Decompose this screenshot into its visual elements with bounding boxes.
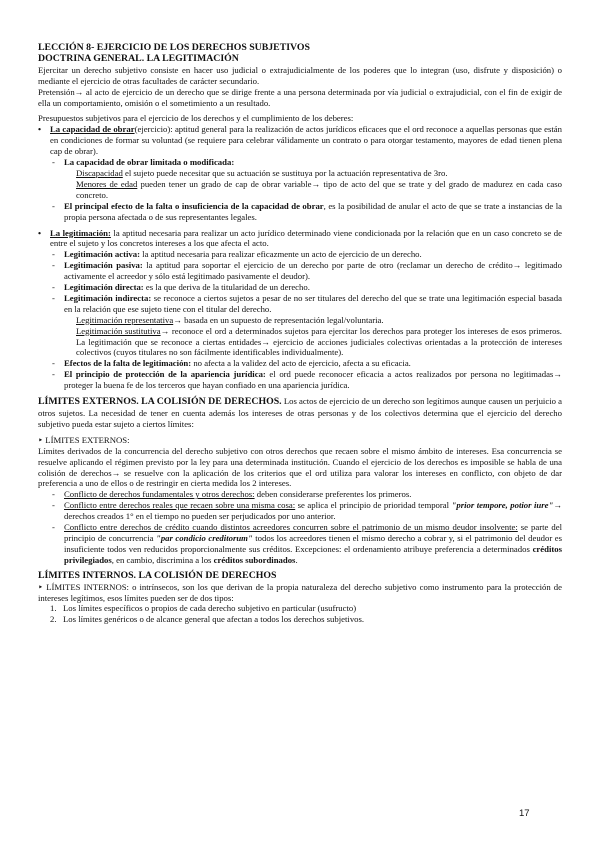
limites-internos-heading: LÍMITES INTERNOS. LA COLISIÓN DE DERECHOS [38, 569, 277, 581]
conflict-3: - Conflicto entre derechos de crédito cuando distintos acreedores concurren sobre el patrimonio de un mismo deudor insolvente: se parte del principio de concurrencia "par condicio creditorum" todos los acreedores tienen el mismo derecho a cobrar y, si el patrimonio del deudor es insuficiente todos ven reducidos proporcionalmente sus créditos. Excepciones: el ordenamiento atribuye preferencia a determinados créditos privilegiados, en cambio, discrimina a los créditos subordinados. [52, 522, 562, 565]
page-number: 17 [519, 808, 530, 819]
intro-paragraph: Ejercitar un derecho subjetivo consiste en hacer uso judicial o extrajudicialmente de los poderes que lo integran (uso, disfrute y disposición) o mediante el ejercicio de otras facultades de carácter secundario. [38, 64, 562, 86]
list-item: 2. Los límites genéricos o de alcance general que afectan a todos los derechos subjetivos. [50, 614, 365, 625]
sub-indirecta: - Legitimación indirecta: se reconoce a ciertos sujetos a pesar de no ser titulares del derecho del que se trate una legitimación especial basada en la relación que ese sujeto tiene con el titular del derecho. [52, 292, 562, 314]
menores-line: Menores de edad pueden tener un grado de cap de obrar variable→ tipo de acto del que se trate y del grado de madurez en cada caso concreto. [76, 178, 563, 200]
sub-activa: - Legitimación activa: la aptitud necesaria para realizar eficazmente un acto de ejercicio de un derecho. [52, 249, 422, 260]
representativa-line: Legitimación representativa→ basada en un supuesto de representación legal/voluntaria. [76, 314, 384, 325]
internos-paragraph: ‣ LÍMITES INTERNOS: o intrínsecos, son los que derivan de la propia naturaleza del derecho subjetivo como instrumento para la protección de intereses legítimos, esos límites pueden ser de dos tipos: [38, 581, 562, 603]
sub-principio: - El principio de protección de la apariencia jurídica: el ord puede reconocer eficacia a actos realizados por persona no legitimadas→ proteger la buena fe de los terceros que hayan confiado en una apariencia jurídica. [52, 369, 562, 391]
sub-pasiva: - Legitimación pasiva: la aptitud para soportar el ejercicio de un derecho por parte de otro (reclamar un derecho de crédito→ legitimado activamente el acreedor y sólo está legitimado pasivamente el deudor). [52, 260, 562, 282]
pretension-paragraph: Pretensión→ al acto de ejercicio de un derecho que se dirige frente a una persona determinada por vía judicial o extrajudicial, con el fin de exigir de ella un comportamiento, omisión o el sometimiento a un resultado. [38, 86, 562, 108]
sustitutiva-line: Legitimación sustitutiva→ reconoce el ord a determinados sujetos para ejercitar los derechos para proteger los intereses de esos primeros. La legitimación que se reconoce a ciertas entidades→ ejercicio de acciones judiciales colectivas orientadas a la protección de intereses colectivos (cuyos titulares no son fácilmente identificables individualmente). [76, 325, 562, 358]
sub-efecto-falta-capacidad: - El principal efecto de la falta o insuficiencia de la capacidad de obrar, es la posibilidad de anular el acto de que se trate a instancias de la propia persona afectada o de sus representantes legales. [52, 200, 562, 222]
triangle-bullet-icon: ‣ [38, 434, 46, 445]
externos-text: Límites derivados de la concurrencia del derecho subjetivo con otros derechos que recaen sobre el mismo ámbito de intereses. Esa concurrencia se resuelve aplicando el régimen previsto por la ley para una determinada institución. Cuando el ejercicio de los derechos es imposible se habla de una colisión de derechos→ se resuelve con la aplicación de los criterios que el ord utiliza para valorar los intereses en conflicto, con objeto de dar preferencia a uno de ellos o de restringir en cierta medida los 2 intereses. [38, 445, 562, 489]
bullet-capacidad: • La capacidad de obrar(ejercicio): aptitud general para la realización de actos jurídicos eficaces que el ord reconoce a aquellas personas que están en condiciones de formar su voluntad (se requiere para celebrar válidamente un contrato o para otorgar testamento, mayores de edad tienen plena cap de obrar). [38, 124, 562, 157]
externos-title: ‣ LÍMITES EXTERNOS: [38, 434, 130, 445]
lesson-title: LECCIÓN 8- EJERCICIO DE LOS DERECHOS SUBJETIVOS [38, 42, 311, 53]
section-title: DOCTRINA GENERAL. LA LEGITIMACIÓN [38, 53, 239, 65]
bullet-dot: • [38, 227, 42, 238]
bullet-dot: • [38, 124, 42, 135]
conflict-2: - Conflicto entre derechos reales que recaen sobre una misma cosa: se aplica el principio de prioridad temporal "prior tempore, potior iure"→ derechos creados 1° en el tiempo no pueden ser perjudicados por uno anterior. [52, 500, 563, 522]
bullet-legitimacion: • La legitimación: la aptitud necesaria para realizar un acto jurídico determinado viene condicionada por la relación que en un caso concreto se de entre el sujeto y los concretos intereses a los que afecta el acto. [38, 227, 562, 249]
conflict-1: - Conflicto de derechos fundamentales y otros derechos: deben considerarse preferentes los primeros. [52, 489, 412, 500]
document-page [38, 42, 562, 625]
list-item: 1. Los límites específicos o propios de cada derecho subjetivo en particular (usufructo) [50, 603, 357, 614]
presupuestos-line: Presupuestos subjetivos para el ejercicio de los derechos y el cumplimiento de los deberes: [38, 113, 354, 124]
sub-directa: - Legitimación directa: es la que deriva de la titularidad de un derecho. [52, 282, 310, 293]
sub-capacidad-limitada: - La capacidad de obrar limitada o modificada: [52, 157, 235, 168]
limites-externos-paragraph: LÍMITES EXTERNOS. LA COLISIÓN DE DERECHOS. Los actos de ejercicio de un derecho son legítimos aunque causen un perjuicio a otros sujetos. La necesidad de tener en cuenta además los intereses de otras personas y de los colectivos determina que el ejercicio del derecho subjetivo pueda estar sujeto a ciertos límites: [38, 396, 562, 429]
discapacidad-line: Discapacidad el sujeto puede necesitar que su actuación se sustituya por la actuación representativa de 3ro. [76, 167, 448, 178]
sub-efectos: - Efectos de la falta de legitimación: no afecta a la validez del acto de ejercicio, afecta a su eficacia. [52, 358, 411, 369]
triangle-bullet-icon: ‣ [38, 581, 47, 592]
